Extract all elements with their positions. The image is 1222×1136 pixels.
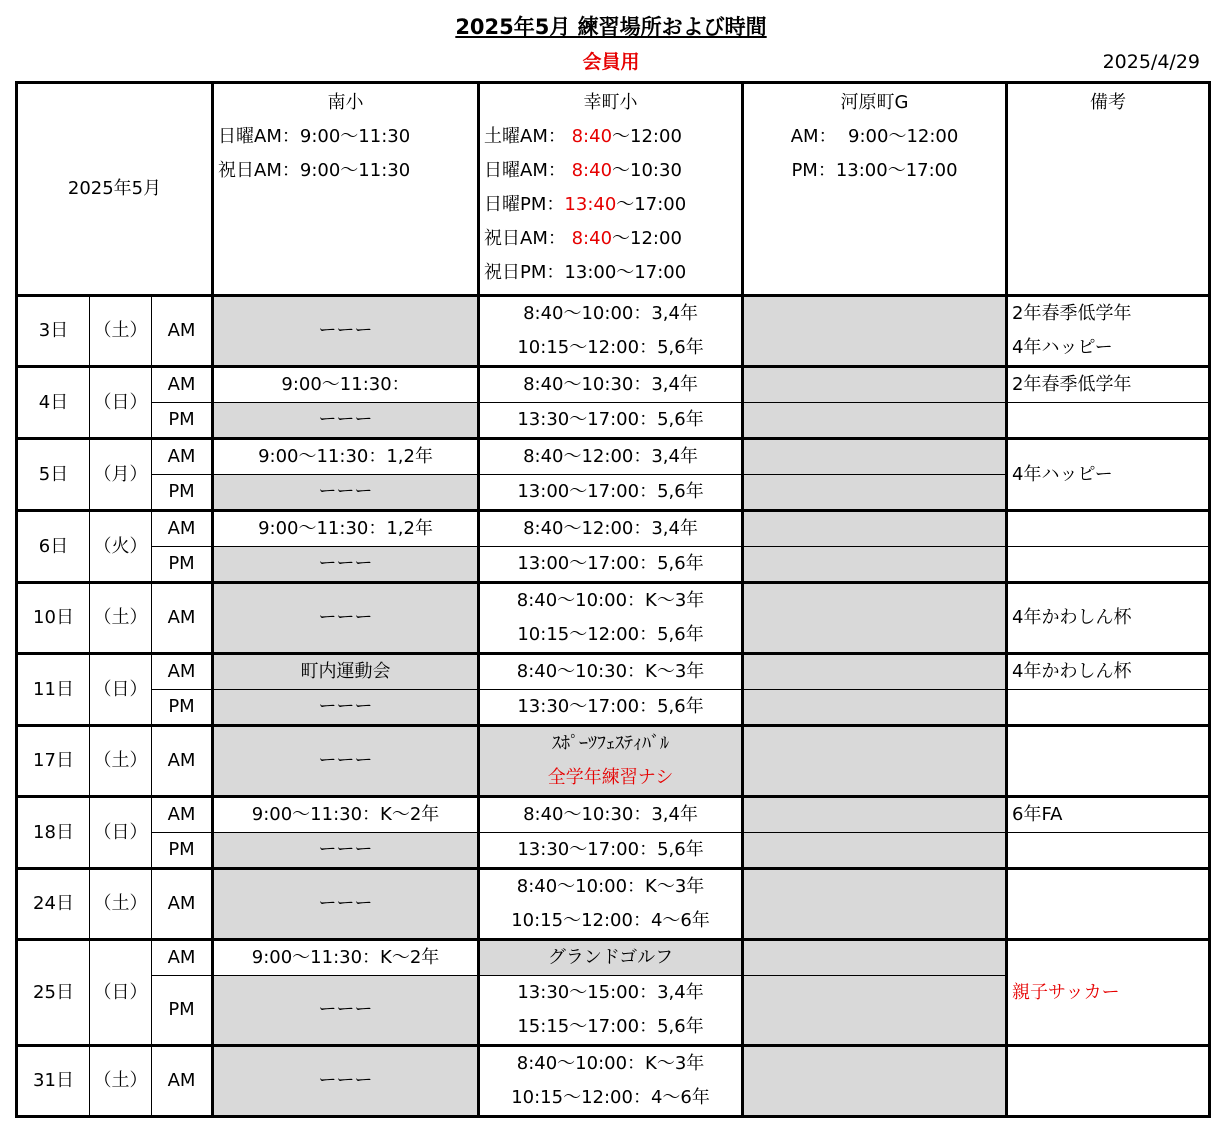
saiwai-line: 10:15～12:00：4～6年 xyxy=(511,1087,710,1108)
period-cell: AM xyxy=(152,439,213,475)
kawara-cell xyxy=(743,439,1007,475)
weekday-cell: （日） xyxy=(90,940,152,1046)
saiwai-line: 10:15～12:00：5,6年 xyxy=(517,624,704,645)
table-row xyxy=(17,583,1210,654)
period-cell: AM xyxy=(152,654,213,690)
minami-cell: ーーー xyxy=(213,475,479,511)
saiwai-line: 8:40～10:00：K～3年 xyxy=(516,1053,705,1074)
kawara-cell xyxy=(743,511,1007,547)
saiwai-cell xyxy=(479,1046,743,1117)
weekday-cell: （土） xyxy=(90,869,152,940)
table-row xyxy=(17,367,1210,403)
remark-cell xyxy=(1007,367,1210,403)
weekday-cell: （土） xyxy=(90,726,152,797)
weekday-cell: （日） xyxy=(90,654,152,726)
remark-cell xyxy=(1007,869,1210,940)
saiwai-cell xyxy=(479,367,743,403)
saiwai-line: 8:40～10:30：3,4年 xyxy=(523,804,698,825)
remark-line: 2年春季低学年 xyxy=(1012,374,1132,395)
saiwai-cell xyxy=(479,690,743,726)
minami-cell: ーーー xyxy=(213,403,479,439)
saiwai-line: 8:40～12:00：3,4年 xyxy=(523,518,698,539)
table-row xyxy=(17,511,1210,547)
remark-line: 4年かわしん杯 xyxy=(1012,607,1132,628)
page-title: 2025年5月 練習場所および時間 xyxy=(455,15,767,39)
minami-cell: ーーー xyxy=(213,726,479,797)
table-row xyxy=(17,439,1210,475)
saiwai-cell xyxy=(479,797,743,833)
kawara-cell xyxy=(743,654,1007,690)
table-row xyxy=(17,296,1210,367)
table-row xyxy=(17,940,1210,976)
saiwai-line: 13:30～15:00：3,4年 xyxy=(517,982,704,1003)
remark-cell xyxy=(1007,1046,1210,1117)
period-cell: PM xyxy=(152,976,213,1046)
table-row xyxy=(17,690,1210,726)
remark-cell xyxy=(1007,797,1210,833)
remark-cell: 親子サッカー xyxy=(1007,940,1210,1046)
minami-header xyxy=(213,83,479,296)
kawara-cell xyxy=(743,1046,1007,1117)
saiwai-line: 祝日PM：13:00～17:00 xyxy=(484,262,687,283)
table-row xyxy=(17,1046,1210,1117)
remark-cell xyxy=(1007,296,1210,367)
saiwai-line: 8:40～10:00：K～3年 xyxy=(516,876,705,897)
saiwai-line: 祝日AM： 8:40～12:00 xyxy=(484,228,682,249)
table-row xyxy=(17,547,1210,583)
page-subtitle: 会員用 xyxy=(582,51,640,73)
remark-cell xyxy=(1007,547,1210,583)
saiwai-cell xyxy=(479,833,743,869)
period-cell: AM xyxy=(152,367,213,403)
remark-line: 4年かわしん杯 xyxy=(1012,661,1132,682)
saiwai-line: 10:15～12:00：4～6年 xyxy=(511,910,710,931)
saiwai-cell xyxy=(479,583,743,654)
saiwai-cell xyxy=(479,726,743,797)
saiwai-cell xyxy=(479,296,743,367)
remark-cell xyxy=(1007,511,1210,547)
kawara-cell xyxy=(743,833,1007,869)
day-cell: 4日 xyxy=(17,367,90,439)
saiwai-line: 8:40～10:00：K～3年 xyxy=(516,590,705,611)
saiwai-line: 13:00～17:00：5,6年 xyxy=(517,553,704,574)
table-row xyxy=(17,654,1210,690)
table-row xyxy=(17,403,1210,439)
minami-cell: ーーー xyxy=(213,296,479,367)
kawara-cell xyxy=(743,403,1007,439)
table-row xyxy=(17,797,1210,833)
remark-line: 4年ハッピー xyxy=(1012,337,1113,358)
weekday-cell: （日） xyxy=(90,367,152,439)
minami-line: 日曜AM：9:00～11:30 xyxy=(218,126,411,147)
saiwai-line: 日曜PM：13:40～17:00 xyxy=(484,194,687,215)
weekday-cell: （火） xyxy=(90,511,152,583)
saiwai-line: 13:30～17:00：5,6年 xyxy=(517,409,704,430)
saiwai-cell xyxy=(479,475,743,511)
saiwai-header xyxy=(479,83,743,296)
saiwai-cell xyxy=(479,511,743,547)
period-cell: PM xyxy=(152,690,213,726)
saiwai-cell xyxy=(479,439,743,475)
kawara-line: PM：13:00～17:00 xyxy=(791,160,958,181)
remark-cell xyxy=(1007,690,1210,726)
period-cell: AM xyxy=(152,869,213,940)
kawara-cell xyxy=(743,367,1007,403)
period-cell: AM xyxy=(152,797,213,833)
saiwai-line: 10:15～12:00：5,6年 xyxy=(517,337,704,358)
day-cell: 25日 xyxy=(17,940,90,1046)
period-cell: AM xyxy=(152,511,213,547)
day-cell: 10日 xyxy=(17,583,90,654)
saiwai-note: 全学年練習ナシ xyxy=(547,767,674,788)
period-cell: AM xyxy=(152,940,213,976)
period-cell: PM xyxy=(152,475,213,511)
minami-cell: ーーー xyxy=(213,833,479,869)
kawara-cell xyxy=(743,583,1007,654)
weekday-cell: （日） xyxy=(90,797,152,869)
weekday-cell: （土） xyxy=(90,296,152,367)
day-cell: 24日 xyxy=(17,869,90,940)
minami-cell: ーーー xyxy=(213,547,479,583)
saiwai-line: 13:00～17:00：5,6年 xyxy=(517,481,704,502)
remark-line: 6年FA xyxy=(1012,804,1063,825)
saiwai-line: 8:40～10:30：3,4年 xyxy=(523,374,698,395)
minami-cell: 9:00～11:30：1,2年 xyxy=(213,511,479,547)
kawara-cell xyxy=(743,475,1007,511)
minami-name: 南小 xyxy=(327,92,364,113)
minami-cell: ーーー xyxy=(213,869,479,940)
minami-line: 祝日AM：9:00～11:30 xyxy=(218,160,411,181)
minami-cell: 9:00～11:30：K～2年 xyxy=(213,797,479,833)
period-cell: PM xyxy=(152,833,213,869)
minami-cell: ーーー xyxy=(213,583,479,654)
period-cell: AM xyxy=(152,1046,213,1117)
kawara-cell xyxy=(743,547,1007,583)
kawara-cell xyxy=(743,976,1007,1046)
table-row xyxy=(17,869,1210,940)
saiwai-line: 日曜AM： 8:40～10:30 xyxy=(484,160,682,181)
minami-cell: 町内運動会 xyxy=(213,654,479,690)
kawara-name: 河原町G xyxy=(840,92,909,113)
day-cell: 5日 xyxy=(17,439,90,511)
saiwai-line: 13:30～17:00：5,6年 xyxy=(517,839,704,860)
remark-cell xyxy=(1007,403,1210,439)
day-cell: 11日 xyxy=(17,654,90,726)
header-row xyxy=(17,83,1210,296)
month-header: 2025年5月 xyxy=(17,83,213,296)
saiwai-cell xyxy=(479,654,743,690)
schedule-table xyxy=(15,81,1211,1118)
minami-cell: ーーー xyxy=(213,1046,479,1117)
saiwai-line: グランドゴルフ xyxy=(547,947,674,968)
kawara-line: AM： 9:00～12:00 xyxy=(790,126,959,147)
issue-date: 2025/4/29 xyxy=(1102,51,1200,73)
saiwai-cell xyxy=(479,403,743,439)
period-cell: AM xyxy=(152,583,213,654)
saiwai-cell xyxy=(479,976,743,1046)
saiwai-cell xyxy=(479,547,743,583)
period-cell: PM xyxy=(152,547,213,583)
kawara-cell xyxy=(743,869,1007,940)
kawara-cell xyxy=(743,690,1007,726)
remark-line: 2年春季低学年 xyxy=(1012,303,1132,324)
weekday-cell: （土） xyxy=(90,1046,152,1117)
kawara-cell xyxy=(743,296,1007,367)
day-cell: 6日 xyxy=(17,511,90,583)
kawara-cell xyxy=(743,940,1007,976)
remark-cell xyxy=(1007,583,1210,654)
saiwai-line: 8:40～10:00：3,4年 xyxy=(523,303,698,324)
saiwai-cell xyxy=(479,869,743,940)
weekday-cell: （土） xyxy=(90,583,152,654)
weekday-cell: （月） xyxy=(90,439,152,511)
remark-cell xyxy=(1007,833,1210,869)
saiwai-line: 8:40～10:30：K～3年 xyxy=(516,661,705,682)
period-cell: PM xyxy=(152,403,213,439)
minami-cell: 9:00～11:30：1,2年 xyxy=(213,439,479,475)
saiwai-line: 15:15～17:00：5,6年 xyxy=(517,1016,704,1037)
remarks-header xyxy=(1007,83,1210,296)
period-cell: AM xyxy=(152,726,213,797)
saiwai-line: 土曜AM： 8:40～12:00 xyxy=(484,126,682,147)
table-row xyxy=(17,833,1210,869)
remark-cell: 4年ハッピー xyxy=(1007,439,1210,511)
minami-cell: 9:00～11:30： xyxy=(213,367,479,403)
minami-cell: 9:00～11:30：K～2年 xyxy=(213,940,479,976)
day-cell: 3日 xyxy=(17,296,90,367)
saiwai-name: 幸町小 xyxy=(583,92,638,113)
saiwai-cell xyxy=(479,940,743,976)
kawara-cell xyxy=(743,797,1007,833)
day-cell: 18日 xyxy=(17,797,90,869)
day-cell: 31日 xyxy=(17,1046,90,1117)
remark-cell xyxy=(1007,654,1210,690)
kawara-cell xyxy=(743,726,1007,797)
remarks-name: 備考 xyxy=(1090,92,1127,113)
kawara-header xyxy=(743,83,1007,296)
minami-cell: ーーー xyxy=(213,690,479,726)
remark-cell xyxy=(1007,726,1210,797)
table-row xyxy=(17,726,1210,797)
day-cell: 17日 xyxy=(17,726,90,797)
saiwai-line: ｽﾎﾟｰﾂﾌｪｽﾃｨﾊﾞﾙ xyxy=(552,733,670,754)
period-cell: AM xyxy=(152,296,213,367)
saiwai-line: 13:30～17:00：5,6年 xyxy=(517,696,704,717)
saiwai-line: 8:40～12:00：3,4年 xyxy=(523,446,698,467)
minami-cell: ーーー xyxy=(213,976,479,1046)
